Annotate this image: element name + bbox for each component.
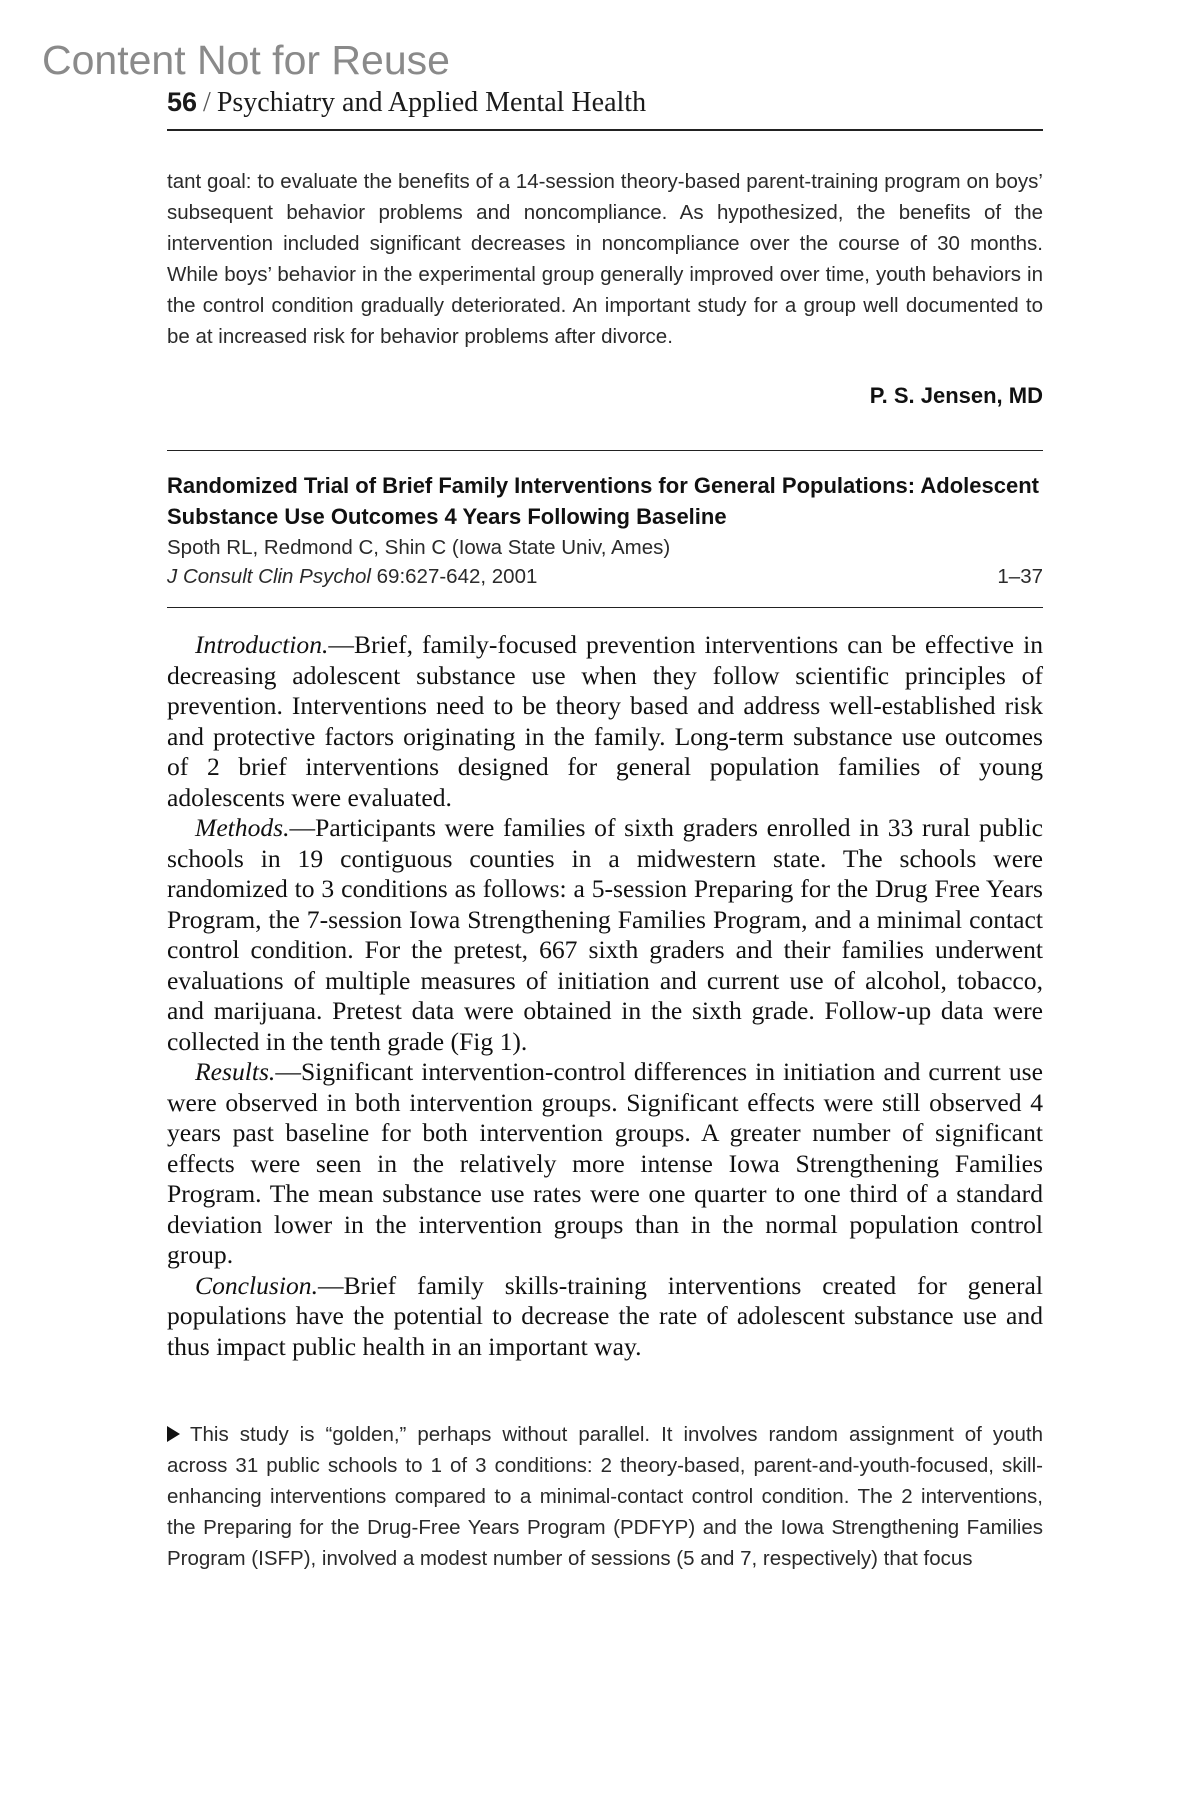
abstract: [167, 630, 1043, 1362]
introduction-label: Introduction.: [195, 630, 329, 659]
abstract-results: Results.—Significant intervention-control differences in initiation and current use were observed in both intervention groups. Significant effects were still observed 4 years past baseline for both intervention groups. A greater number of significant effects were seen in the relatively more intense Iowa Strengthening Families Program. The mean substance use rates were one quarter to one third of a standard deviation lower in the intervention groups than in the normal population control group.: [167, 1057, 1043, 1269]
journal-citation: 69:627-642, 2001: [370, 565, 538, 588]
article-citation: [167, 563, 1043, 591]
commentary-text: This study is “golden,” perhaps without parallel. It involves random assignment of youth across 31 public schools to 1 of 3 conditions: 2 theory-based, parent-and-youth-focused, skill-enhancing interventions compared to a minimal-contact control condition. The 2 interventions, the Preparing for the Drug-Free Years Program (PDFYP) and the Iowa Strengthening Families Program (ISFP), involved a modest number of sessions (5 and 7, respectively) that focus: [167, 1423, 1043, 1570]
header-separator: /: [203, 87, 211, 118]
article-authors: Spoth RL, Redmond C, Shin C (Iowa State Univ, Ames): [167, 536, 671, 559]
running-header: [167, 83, 1043, 131]
divider: [167, 607, 1043, 608]
commentary: [167, 1419, 1043, 1574]
reference-number: 1–37: [997, 565, 1043, 588]
methods-label: Methods.: [195, 813, 290, 842]
journal-name: J Consult Clin Psychol: [167, 565, 371, 588]
journal-section-title: Psychiatry and Applied Mental Health: [216, 87, 647, 118]
watermark: Content Not for Reuse: [42, 37, 450, 83]
article-title: Randomized Trial of Brief Family Interventions for General Populations: Adolescent Substance Use Outcomes 4 Years Following Baseline: [167, 473, 1039, 529]
arrow-icon: [167, 1426, 180, 1442]
results-label: Results.: [195, 1057, 276, 1086]
abstract-introduction: Introduction.—Brief, family-focused prevention interventions can be effective in decreasing adolescent substance use when they follow scientific principles of prevention. Interventions need to be theory based and address well-established risk and protective factors originating in the family. Long-term substance use outcomes of 2 brief interventions designed for general population families of young adolescents were evaluated.: [167, 630, 1043, 812]
page-number: 56: [167, 87, 198, 117]
divider: [167, 450, 1043, 451]
commentary-author: P. S. Jensen, MD: [869, 383, 1043, 408]
abstract-methods: Methods.—Participants were families of sixth graders enrolled in 33 rural public schools in 19 contiguous counties in a midwestern state. The schools were randomized to 3 conditions as follows: a 5-session Preparing for the Drug Free Years Program, the 7-session Iowa Strengthening Families Program, and a minimal contact control condition. For the pretest, 667 sixth graders and their families underwent evaluations of multiple measures of initiation and current use of alcohol, tobacco, and marijuana. Pretest data were obtained in the sixth grade. Follow-up data were collected in the tenth grade (Fig 1).: [167, 813, 1043, 1056]
conclusion-label: Conclusion.: [195, 1270, 318, 1300]
previous-commentary: tant goal: to evaluate the benefits of a 14-session theory-based parent-training program on boys’ subsequent behavior problems and noncompliance. As hypothesized, the benefits of the intervention included significant decreases in noncompliance over the course of 30 months. While boys’ behavior in the experimental group generally improved over time, youth behaviors in the control condition gradually deteriorated. An important study for a group well documented to be at increased risk for behavior problems after divorce.: [167, 170, 1043, 348]
abstract-conclusion: Conclusion.—Brief family skills-training interventions created for general populations have the potential to decrease the rate of adolescent substance use and thus impact public health in an important way.: [167, 1270, 1043, 1361]
